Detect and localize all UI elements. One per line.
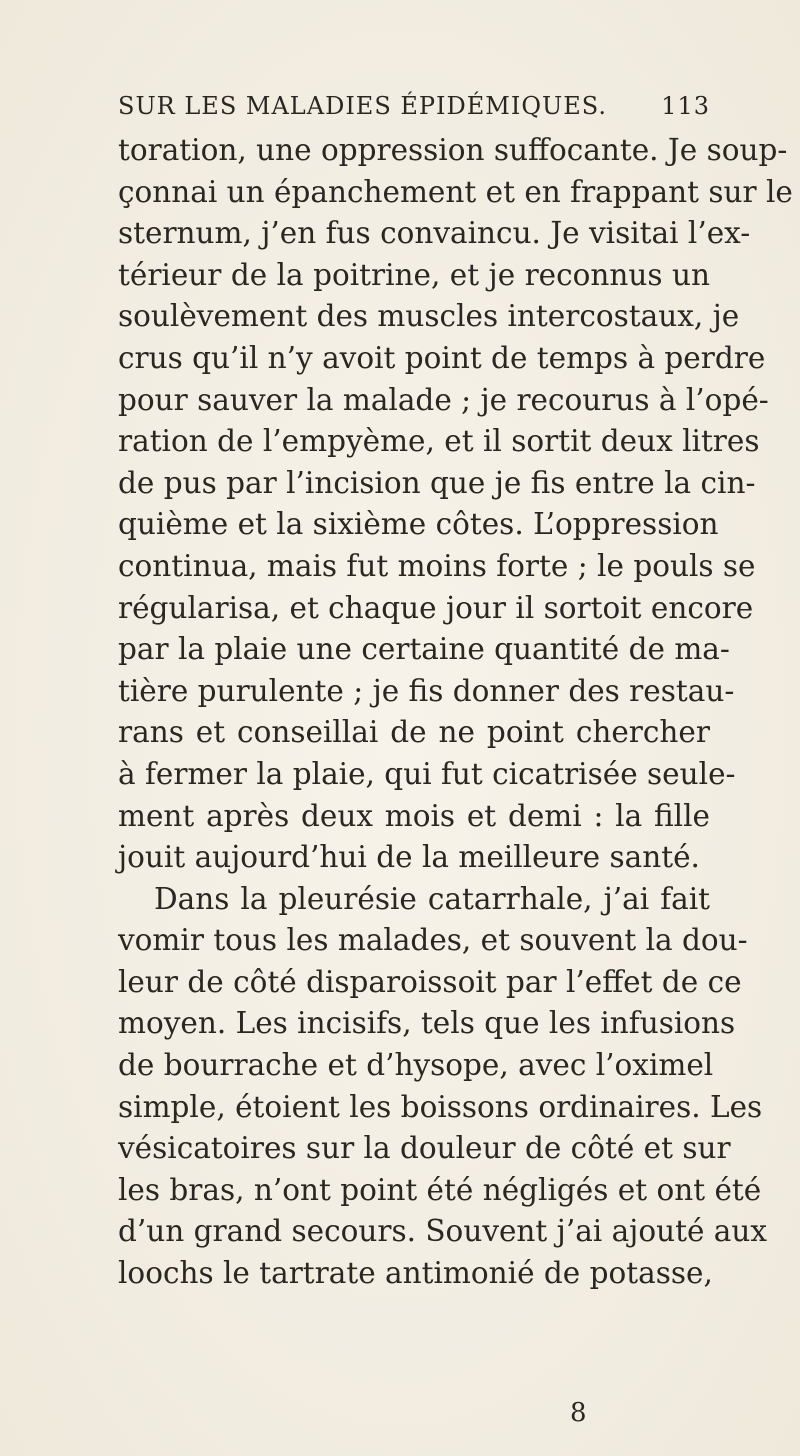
text-line: régularisa, et chaque jour il sortoit encore xyxy=(118,590,754,625)
text-line: toration, une oppression suffocante. Je soup- xyxy=(118,133,788,167)
text-line: crus qu’il n’y avoit point de temps à perdre xyxy=(118,340,766,375)
text-line: leur de côté disparoissoit par l’effet de ce xyxy=(118,964,742,999)
signature-mark: 8 xyxy=(570,1398,587,1428)
text-line: par la plaie une certaine quantité de ma- xyxy=(118,632,730,667)
text-line: de pus par l’incision que je fis entre la cin- xyxy=(118,465,756,500)
text-line: rans et conseillai de ne point chercher xyxy=(118,715,710,750)
text-line: les bras, n’ont point été négligés et ont été xyxy=(118,1172,762,1207)
text-line: soulèvement des muscles intercostaux, je xyxy=(118,299,740,334)
paragraph-start-line: Dans la pleurésie catarrhale, j’ai fait xyxy=(154,881,710,916)
text-line: vésicatoires sur la douleur de côté et sur xyxy=(118,1131,731,1166)
text-line: térieur de la poitrine, et je reconnus un xyxy=(118,257,710,292)
text-line: tière purulente ; je fis donner des restau- xyxy=(118,673,735,708)
text-line: vomir tous les malades, et souvent la dou- xyxy=(118,923,748,958)
text-line: ment après deux mois et demi : la fille xyxy=(118,798,710,833)
text-line: simple, étoient les boissons ordinaires. Les xyxy=(118,1089,763,1124)
page-number: 113 xyxy=(661,92,710,120)
text-line: ration de l’empyème, et il sortit deux litres xyxy=(118,424,760,459)
text-line: à fermer la plaie, qui fut cicatrisée seule- xyxy=(118,756,736,791)
body-text xyxy=(118,130,793,1295)
text-line: de bourrache et d’hysope, avec l’oximel xyxy=(118,1048,714,1083)
text-line: continua, mais fut moins forte ; le pouls se xyxy=(118,548,756,583)
running-title: SUR LES MALADIES ÉPIDÉMIQUES. xyxy=(118,92,607,120)
text-line: d’un grand secours. Souvent j’ai ajouté aux xyxy=(118,1214,767,1249)
text-line: quième et la sixième côtes. L’oppression xyxy=(118,507,719,542)
text-line: loochs le tartrate antimonié de potasse, xyxy=(118,1256,713,1291)
text-line: moyen. Les incisifs, tels que les infusions xyxy=(118,1006,736,1041)
paragraph-end-line: jouit aujourd’hui de la meilleure santé. xyxy=(118,840,700,875)
text-line: sternum, j’en fus convaincu. Je visitai l’ex- xyxy=(118,216,751,251)
text-line: çonnai un épanchement et en frappant sur le xyxy=(118,174,793,209)
page-header xyxy=(118,92,710,132)
text-line: pour sauver la malade ; je recourus à l’opé- xyxy=(118,382,769,417)
